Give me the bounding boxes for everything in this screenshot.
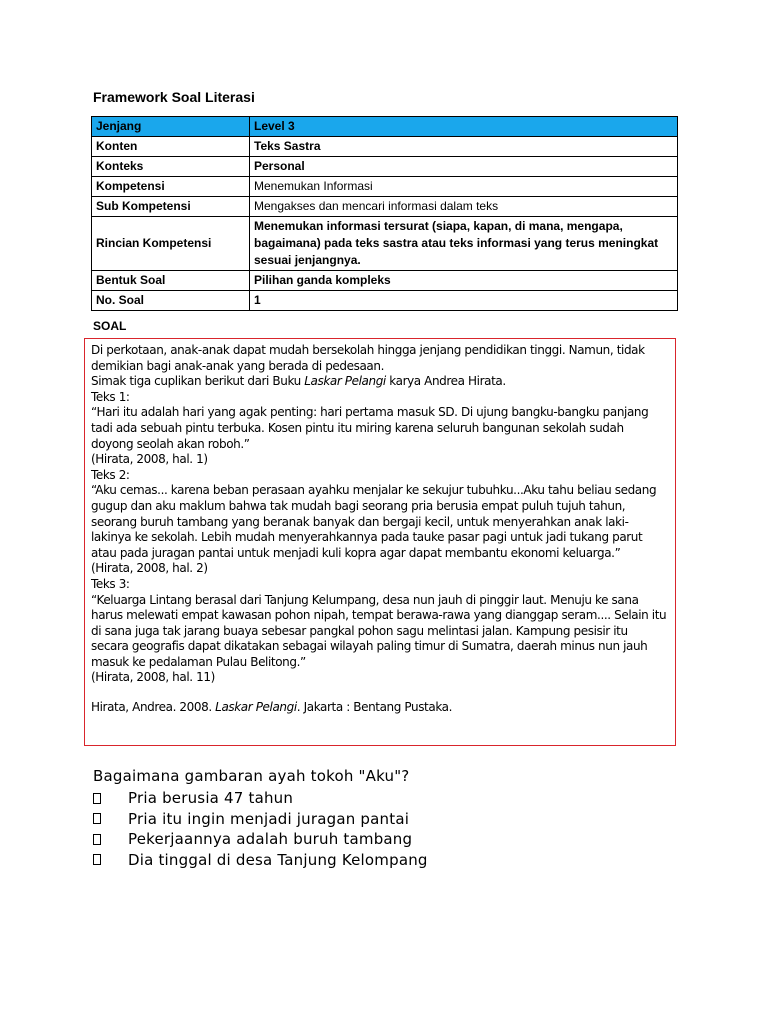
framework-row <box>92 291 678 311</box>
framework-row <box>92 177 678 197</box>
teks-citation: (Hirata, 2008, hal. 1) <box>91 452 208 467</box>
row-label: Konteks <box>92 157 250 177</box>
row-value: Pilihan ganda kompleks <box>250 271 678 291</box>
row-label: No. Soal <box>92 291 250 311</box>
teks-citation: (Hirata, 2008, hal. 2) <box>91 561 208 576</box>
reference-title: Laskar Pelangi <box>215 700 297 715</box>
answer-option[interactable] <box>93 809 428 830</box>
framework-row <box>92 271 678 291</box>
row-value: Personal <box>250 157 678 177</box>
row-label: Rincian Kompetensi <box>92 217 250 271</box>
passage-instruction <box>91 374 667 390</box>
framework-row <box>92 197 678 217</box>
framework-row <box>92 157 678 177</box>
framework-table <box>91 116 678 311</box>
teks-body: “Keluarga Lintang berasal dari Tanjung Kelumpang, desa nun jauh di pinggir laut. Menuju ke sana harus melewati empat kawasan pohon nipah, tempat berawa-rawa yang dianggap seram.... Selain itu di sana juga tak jarang buaya sebesar pangkal pohon sagu melintasi jalan. Kampung pesisir itu secara geografis dapat dikatakan sebagai wilayah paling timur di Sumatra, daerah minus nun jauh masuk ke pedalaman Pulau Belitong.” <box>91 592 667 669</box>
teks-heading: Teks 1: <box>91 389 130 404</box>
reference <box>91 700 667 716</box>
passage-box <box>84 338 676 746</box>
reference-publisher: . Jakarta : Bentang Pustaka. <box>296 700 453 715</box>
row-label: Kompetensi <box>92 177 250 197</box>
instruction-text-end: karya Andrea Hirata. <box>385 374 506 389</box>
header-value: Level 3 <box>250 117 678 137</box>
answer-option[interactable] <box>93 829 428 850</box>
checkbox-icon[interactable] <box>93 813 101 824</box>
question-text: Bagaimana gambaran ayah tokoh "Aku"? <box>93 767 410 785</box>
checkbox-icon[interactable] <box>93 793 101 804</box>
row-label: Sub Kompetensi <box>92 197 250 217</box>
row-value: Menemukan Informasi <box>250 177 678 197</box>
row-label: Bentuk Soal <box>92 271 250 291</box>
teks-body: “Aku cemas... karena beban perasaan ayahku menjalar ke sekujur tubuhku...Aku tahu beliau sedang gugup dan aku maklum bahwa tak mudah bagi seorang pria berusia empat puluh tujuh tahun, seorang buruh tambang yang beranak banyak dan bergaji kecil, untuk menyerahkan anak laki-lakinya ke sekolah. Lebih mudah menyerahkannya pada tauke pasar pagi untuk jadi tukang parut atau pada juragan pantai untuk menjadi kuli kopra agar dapat membantu ekonomi keluarga.” <box>91 483 657 560</box>
checkbox-icon[interactable] <box>93 834 101 845</box>
book-title: Laskar Pelangi <box>304 374 386 389</box>
framework-row <box>92 217 678 271</box>
checkbox-icon[interactable] <box>93 854 101 865</box>
answer-option[interactable] <box>93 788 428 809</box>
row-value: Menemukan informasi tersurat (siapa, kapan, di mana, mengapa, bagaimana) pada teks sastra atau teks informasi yang terus meningkat sesuai jenjangnya. <box>250 217 678 271</box>
option-label: Pria itu ingin menjadi juragan pantai <box>128 809 410 828</box>
framework-row <box>92 137 678 157</box>
option-label: Pekerjaannya adalah buruh tambang <box>128 830 413 848</box>
teks-body: “Hari itu adalah hari yang agak penting: hari pertama masuk SD. Di ujung bangku-bangku panjang tadi ada sebuah pintu terbuka. Kosen pintu itu miring karena seluruh bangunan sekolah sudah doyong seolah akan roboh.” <box>91 405 649 451</box>
row-value: Mengakses dan mencari informasi dalam teks <box>250 197 678 217</box>
row-label: Konten <box>92 137 250 157</box>
teks-heading: Teks 3: <box>91 576 130 591</box>
row-value: 1 <box>250 291 678 311</box>
framework-header-row <box>92 117 678 137</box>
soal-label: SOAL <box>93 319 127 333</box>
teks-citation: (Hirata, 2008, hal. 11) <box>91 670 215 685</box>
option-label: Dia tinggal di desa Tanjung Kelompang <box>128 850 428 869</box>
reference-text: Hirata, Andrea. 2008. <box>91 700 216 715</box>
document-title: Framework Soal Literasi <box>93 89 255 105</box>
passage-intro: Di perkotaan, anak-anak dapat mudah bersekolah hingga jenjang pendidikan tinggi. Namun, tidak demikian bagi anak-anak yang berada di pedesaan. <box>91 343 645 373</box>
row-value: Teks Sastra <box>250 137 678 157</box>
answer-option[interactable] <box>93 850 428 871</box>
header-label: Jenjang <box>92 117 250 137</box>
answer-options <box>93 788 428 870</box>
option-label: Pria berusia 47 tahun <box>128 789 294 807</box>
instruction-text: Simak tiga cuplikan berikut dari Buku <box>91 374 305 389</box>
teks-heading: Teks 2: <box>91 467 130 482</box>
